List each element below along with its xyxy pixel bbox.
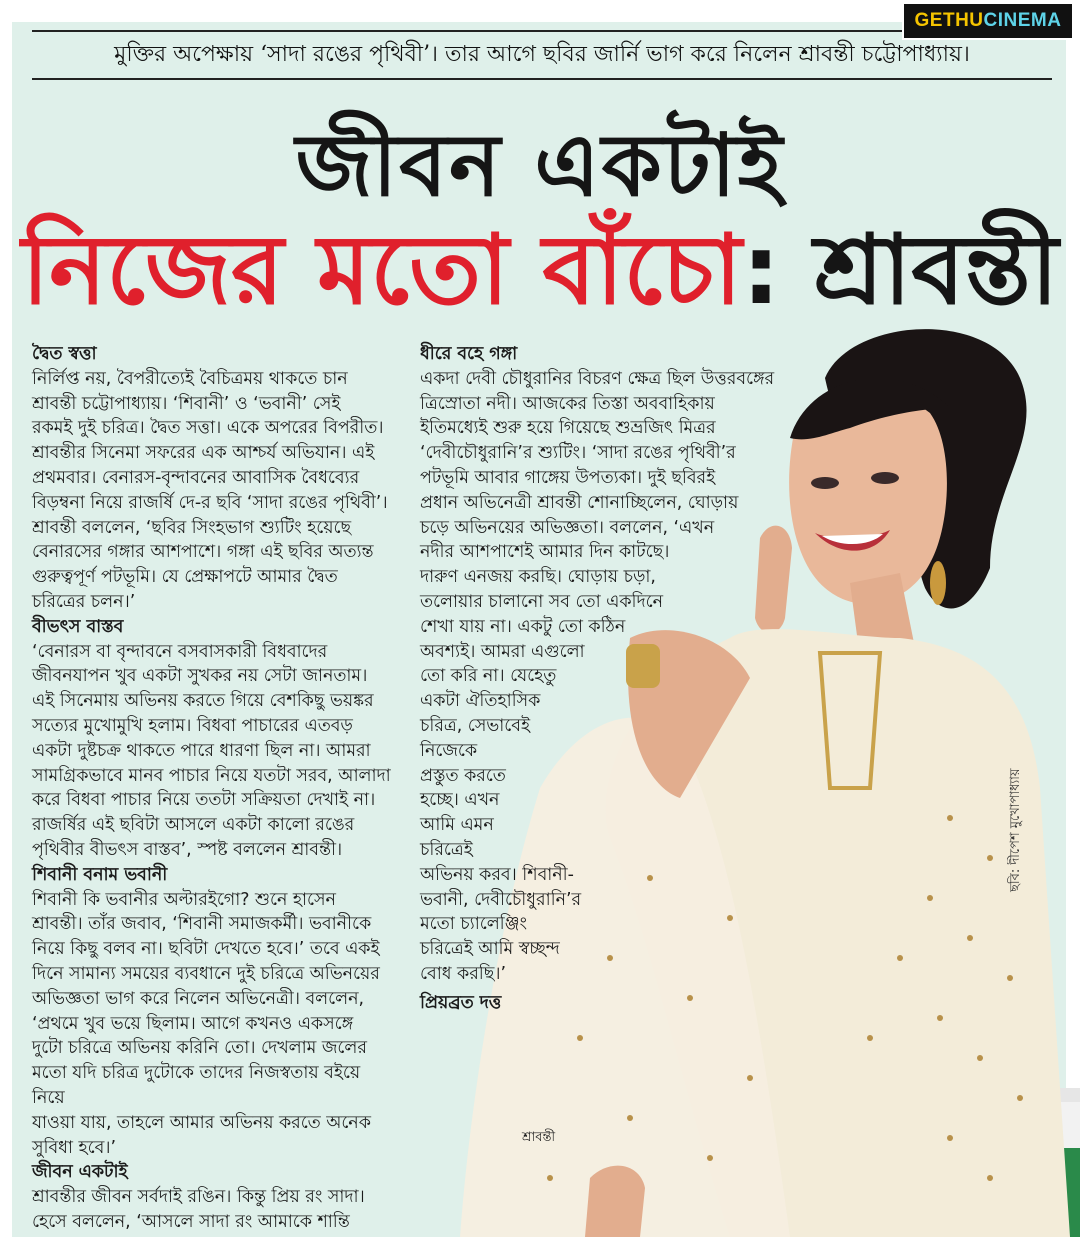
author-byline: প্রিয়ব্রত দত্ত (420, 992, 502, 1013)
photo-credit: ছবি: দীপেশ মুখোপাধ্যায় (1008, 768, 1023, 892)
text-line: একদা দেবী চৌধুরানির বিচরণ ক্ষেত্র ছিল উত্তরবঙ্গের (420, 368, 775, 389)
text-line: দিনে সামান্য সময়ের ব্যবধানে দুই চরিত্রে অভিনয়ের (32, 963, 380, 984)
text-line: ভবানী, দেবীচৌধুরানি’র (420, 889, 582, 910)
text-line: শিবানী কি ভবানীর অল্টারইগো? শুনে হাসেন (32, 889, 336, 910)
article-column-right (420, 342, 780, 1016)
text-line: অভিজ্ঞতা ভাগ করে নিলেন অভিনেত্রী। বললেন, (32, 988, 364, 1009)
text-line: মতো যদি চরিত্র দুটোকে তাদের নিজস্বতায় বইয়ে নিয়ে (32, 1063, 361, 1108)
text-line: শেখা যায় না। একটু তো কঠিন (420, 616, 626, 637)
subheading-one-life: জীবন একটাই (32, 1162, 128, 1183)
text-line: হচ্ছে। এখন (420, 790, 500, 811)
text-line: প্রথমবার। বেনারস-বৃন্দাবনের আবাসিক বৈধব্যের (32, 467, 360, 488)
text-line: অবশ্যই। আমরা এগুলো (420, 641, 585, 662)
watermark-logo (902, 2, 1074, 40)
text-line: হেসে বললেন, ‘আসলে সাদা রং আমাকে শান্তি (32, 1211, 350, 1232)
text-line: একটা দুষ্টচক্র থাকতে পারে ধারণা ছিল না। আমরা (32, 740, 371, 761)
text-line: রকমই দুই চরিত্র। দ্বৈত সত্তা। একে অপরের বিপরীত। (32, 418, 384, 439)
text-line: প্রস্তুত করতে (420, 765, 506, 786)
strapline: মুক্তির অপেক্ষায় ‘সাদা রঙের পৃথিবী’। তার আগে ছবির জার্নি ভাগ করে নিলেন শ্রাবন্তী চট্টোপাধ্যায়। (32, 30, 1052, 80)
text-line: চড়ে অভিনয়ের অভিজ্ঞতা। বললেন, ‘এখন (420, 517, 715, 538)
text-line: নির্লিপ্ত নয়, বৈপরীত্যেই বৈচিত্রময় থাকতে চান (32, 368, 348, 389)
text-line: বোধ করছি।’ (420, 963, 507, 984)
text-line: শ্রাবন্তী চট্টোপাধ্যায়। ‘শিবানী’ ও ‘ভবানী’ সেই (32, 393, 341, 414)
text-line: করে বিধবা পাচার নিয়ে ততটা সক্রিয়তা দেখাই না। (32, 790, 376, 811)
text-line: তলোয়ার চালানো সব তো একদিনে (420, 591, 664, 612)
text-line: এই সিনেমায় অভিনয় করতে গিয়ে বেশকিছু ভয়ঙ্কর (32, 691, 374, 712)
text-line: চরিত্রেই (420, 839, 473, 860)
text-line: সুবিধা হবে।’ (32, 1137, 117, 1158)
text-line: নদীর আশপাশেই আমার দিন কাটছে। (420, 542, 670, 563)
text-line: দুটো চরিত্রে অভিনয় করিনি তো। দেখলাম জলের (32, 1038, 367, 1059)
article-column-left (32, 342, 398, 1235)
text-line: মতো চ্যালেঞ্জিং (420, 914, 527, 935)
text-line: চরিত্র, সেভাবেই (420, 715, 531, 736)
headline-line1: জীবন একটাই (295, 116, 785, 216)
text-line: প্রধান অভিনেত্রী শ্রাবন্তী শোনাচ্ছিলেন, ঘোড়ায় (420, 492, 739, 513)
subheading-ganga: ধীরে বহে গঙ্গা (420, 344, 518, 364)
text-line: সত্যের মুখোমুখি হলাম। বিধবা পাচারের এতবড় (32, 715, 353, 736)
text-line: অভিনয় করব। শিবানী- (420, 864, 574, 885)
text-line: শ্রাবন্তীর সিনেমা সফরের এক আশ্চর্য অভিযান। এই (32, 443, 375, 464)
headline-red: নিজের মতো বাঁচো (21, 214, 742, 326)
text-line: সামগ্রিকভাবে মানব পাচার নিয়ে যতটা সরব, আলাদা (32, 765, 391, 786)
subheading-grim-reality: বীভৎস বাস্তব (32, 616, 124, 637)
text-line: চরিত্রেই আমি স্বচ্ছন্দ (420, 939, 560, 960)
subheading-shivani-vs-bhavani: শিবানী বনাম ভবানী (32, 864, 168, 885)
text-line: বিড়ম্বনা নিয়ে রাজর্ষি দে-র ছবি ‘সাদা রঙের পৃথিবী’। (32, 492, 388, 513)
text-line: একটা ঐতিহাসিক (420, 691, 541, 712)
text-line: পৃথিবীর বীভৎস বাস্তব’, স্পষ্ট বললেন শ্রাবন্তী। (32, 839, 343, 860)
text-line: ত্রিস্রোতা নদী। আজকের তিস্তা অববাহিকায় (420, 393, 715, 414)
text-line: নিয়ে কিছু বলব না। ছবিটা দেখতে হবে।’ তবে একই (32, 939, 380, 960)
headline-sep: : (741, 214, 814, 326)
text-line: ‘প্রথমে খুব ভয়ে ছিলাম। আগে কখনও একসঙ্গে (32, 1013, 354, 1034)
watermark-part1: GETHU (914, 10, 984, 31)
text-line: নিজেকে (420, 740, 478, 761)
text-line: ইতিমধ্যেই শুরু হয়ে গিয়েছে শুভ্রজিৎ মিত্রর (420, 418, 716, 439)
text-line: পটভূমি আবার গাঙ্গেয় উপত্যকা। দুই ছবিরই (420, 467, 716, 488)
text-line: শ্রাবন্তীর জীবন সর্বদাই রঙিন। কিন্তু প্রিয় রং সাদা। (32, 1187, 365, 1208)
text-line: জীবনযাপন খুব একটা সুখকর নয় সেটা জানতাম। (32, 666, 368, 687)
text-line: আমি এমন (420, 815, 494, 836)
text-line: শ্রাবন্তী। তাঁর জবাব, ‘শিবানী সমাজকর্মী। ভবানীকে (32, 914, 372, 935)
text-line: রাজর্ষির এই ছবিটা আসলে একটা কালো রঙের (32, 815, 355, 836)
text-line: বেনারসের গঙ্গার আশপাশে। গঙ্গা এই ছবির অত্যন্ত (32, 542, 374, 563)
subheading-dual-self: দ্বৈত স্বত্তা (32, 344, 97, 364)
photo-caption: শ্রাবন্তী (522, 1130, 556, 1145)
text-line: তো করি না। যেহেতু (420, 666, 557, 687)
text-line: ‘বেনারস বা বৃন্দাবনে বসবাসকারী বিধবাদের (32, 641, 328, 662)
text-line: ‘দেবীচৌধুরানি’র শ্যুটিং। ‘সাদা রঙের পৃথিবী’র (420, 443, 736, 464)
text-line: দারুণ এনজয় করছি। ঘোড়ায় চড়া, (420, 567, 656, 588)
watermark-part2: CINEMA (983, 10, 1062, 31)
text-line: গুরুত্বপূর্ণ পটভূমি। যে প্রেক্ষাপটে আমার দ্বৈত (32, 567, 338, 588)
text-line: চরিত্রের চলন।’ (32, 591, 136, 612)
headline-name: শ্রাবন্তী (813, 214, 1059, 326)
text-line: শ্রাবন্তী বললেন, ‘ছবির সিংহভাগ শ্যুটিং হয়েছে (32, 517, 352, 538)
text-line: যাওয়া যায়, তাহলে আমার অভিনয় করতে অনেক (32, 1112, 371, 1133)
